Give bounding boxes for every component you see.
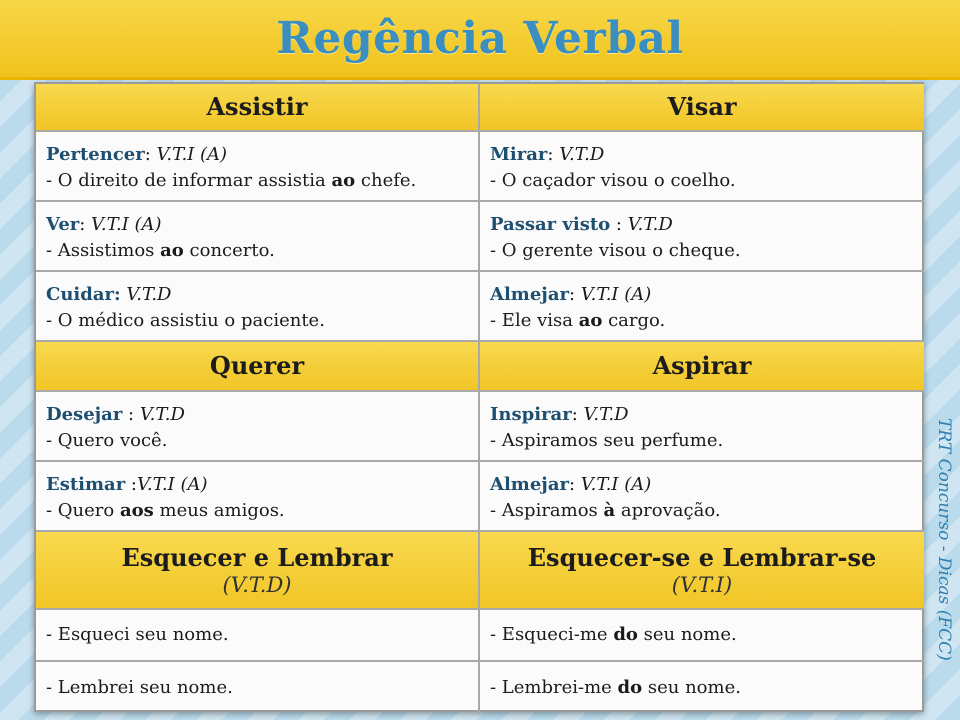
example-bold: ao xyxy=(578,310,603,331)
example-text: meus amigos. xyxy=(153,500,285,521)
header-label: Esquecer-se e Lembrar-se xyxy=(527,543,877,572)
example-cell xyxy=(36,662,480,714)
entry-term: Inspirar xyxy=(490,404,572,425)
example-text: seu nome. xyxy=(637,624,737,645)
regencia-table xyxy=(34,82,924,712)
example-text: - Quero xyxy=(46,500,120,521)
watermark-text: TRT Concurso - Dicas (FCC) xyxy=(934,418,954,661)
entry-sep: : xyxy=(571,404,584,425)
entry-term: Ver xyxy=(46,214,80,235)
example-text: seu nome. xyxy=(642,677,741,698)
example-text: - Assistimos xyxy=(46,240,161,261)
entry-term: Cuidar: xyxy=(46,284,121,305)
example-text: - Ele visa xyxy=(490,310,579,331)
example-bold: aos xyxy=(119,500,154,521)
example-text: - Lembrei-me xyxy=(490,677,618,698)
entry-code: V.T.D xyxy=(126,284,172,305)
entry-sep: : xyxy=(568,284,581,305)
entry-term: Almejar xyxy=(490,284,569,305)
entry-cell xyxy=(36,132,480,202)
example-bold: ao xyxy=(331,170,356,191)
entry-cell xyxy=(36,202,480,272)
entry-term: Estimar xyxy=(46,474,126,495)
entry-cell xyxy=(480,272,924,342)
header-esquecer-se-lembrar-se xyxy=(480,532,924,610)
example-text: chefe. xyxy=(355,170,417,191)
entry-cell xyxy=(36,392,480,462)
entry-sep: : xyxy=(547,144,560,165)
entry-cell xyxy=(480,392,924,462)
example-cell xyxy=(480,610,924,662)
header-visar xyxy=(480,84,924,132)
example-bold: do xyxy=(617,677,643,698)
entry-cell xyxy=(480,132,924,202)
example-text: - Esqueci-me xyxy=(490,624,614,645)
entry-cell xyxy=(36,462,480,532)
example-text: - Lembrei seu nome. xyxy=(46,677,233,698)
example-cell xyxy=(480,662,924,714)
example-text: concerto. xyxy=(183,240,275,261)
entry-code: V.T.D xyxy=(627,214,673,235)
example-bold: à xyxy=(603,500,616,521)
entry-code: V.T.D xyxy=(139,404,185,425)
example-text: - Aspiramos xyxy=(490,500,604,521)
example-text: - O médico assistiu o paciente. xyxy=(46,310,325,331)
title-bar xyxy=(0,0,960,80)
entry-cell xyxy=(480,202,924,272)
header-sublabel: (V.T.D) xyxy=(222,573,292,597)
entry-sep: : xyxy=(122,404,140,425)
entry-code: V.T.I (A) xyxy=(91,214,162,235)
example-text: - O gerente visou o cheque. xyxy=(490,240,741,261)
entry-cell xyxy=(480,462,924,532)
entry-code: V.T.I (A) xyxy=(580,284,652,305)
entry-sep: : xyxy=(568,474,581,495)
entry-code: V.T.I (A) xyxy=(156,144,228,165)
entry-code: V.T.D xyxy=(559,144,605,165)
header-aspirar xyxy=(480,342,924,392)
header-label: Aspirar xyxy=(652,351,752,380)
example-bold: ao xyxy=(160,240,184,261)
entry-sep: : xyxy=(125,474,137,495)
entry-sep: : xyxy=(610,214,628,235)
entry-term: Pertencer xyxy=(46,144,145,165)
example-text: - Esqueci seu nome. xyxy=(46,624,229,645)
entry-code: V.T.I (A) xyxy=(580,474,652,495)
header-label: Assistir xyxy=(206,92,308,121)
example-text: - O direito de informar assistia xyxy=(46,170,332,191)
entry-term: Almejar xyxy=(490,474,569,495)
entry-code: V.T.D xyxy=(583,404,629,425)
example-text: aprovação. xyxy=(615,500,721,521)
entry-term: Mirar xyxy=(490,144,548,165)
header-label: Querer xyxy=(209,351,305,380)
entry-sep: : xyxy=(79,214,92,235)
example-text: - Quero você. xyxy=(46,430,168,451)
header-sublabel: (V.T.I) xyxy=(671,573,733,597)
header-assistir xyxy=(36,84,480,132)
page-title: Regência Verbal xyxy=(276,13,684,64)
entry-term: Desejar xyxy=(46,404,123,425)
example-text: - Aspiramos seu perfume. xyxy=(490,430,724,451)
entry-cell xyxy=(36,272,480,342)
example-cell xyxy=(36,610,480,662)
entry-sep: : xyxy=(144,144,157,165)
entry-term: Passar visto xyxy=(490,214,611,235)
entry-code: V.T.I (A) xyxy=(137,474,208,495)
example-bold: do xyxy=(613,624,638,645)
header-querer xyxy=(36,342,480,392)
example-text: - O caçador visou o coelho. xyxy=(490,170,736,191)
header-label: Visar xyxy=(667,92,737,121)
header-esquecer-lembrar xyxy=(36,532,480,610)
example-text: cargo. xyxy=(602,310,666,331)
header-label: Esquecer e Lembrar xyxy=(121,543,393,572)
